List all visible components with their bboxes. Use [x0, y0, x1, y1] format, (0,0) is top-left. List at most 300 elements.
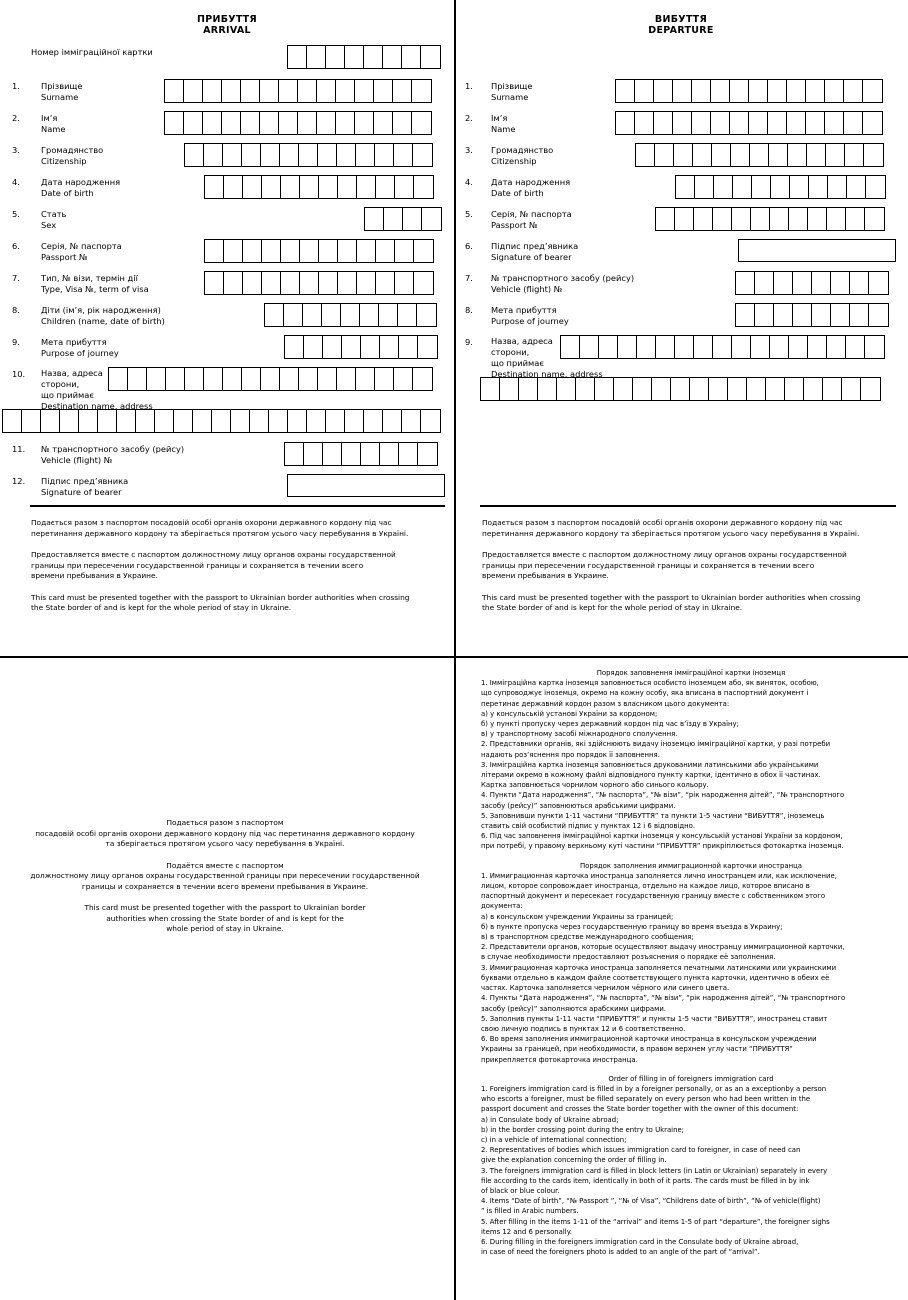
- char-cell[interactable]: [733, 176, 752, 198]
- signature-field[interactable]: [738, 239, 896, 262]
- field-boxes[interactable]: [615, 79, 883, 103]
- char-cell[interactable]: [690, 378, 709, 400]
- char-cell[interactable]: [655, 144, 674, 166]
- char-cell[interactable]: [355, 112, 374, 134]
- char-cell[interactable]: [850, 272, 869, 294]
- char-cell[interactable]: [747, 378, 766, 400]
- char-cell[interactable]: [402, 46, 421, 68]
- char-cell[interactable]: [384, 208, 403, 230]
- char-cell[interactable]: [789, 336, 808, 358]
- char-cell[interactable]: [656, 336, 675, 358]
- char-cell[interactable]: [826, 144, 845, 166]
- char-cell[interactable]: [203, 112, 222, 134]
- char-cell[interactable]: [825, 80, 844, 102]
- char-cell[interactable]: [728, 378, 747, 400]
- field-boxes[interactable]: [204, 175, 434, 199]
- char-cell[interactable]: [205, 240, 224, 262]
- char-cell[interactable]: [279, 112, 298, 134]
- char-cell[interactable]: [827, 208, 846, 230]
- char-cell[interactable]: [806, 112, 825, 134]
- char-cell[interactable]: [155, 410, 174, 432]
- char-cell[interactable]: [261, 144, 280, 166]
- char-cell[interactable]: [117, 410, 136, 432]
- char-cell[interactable]: [831, 304, 850, 326]
- field-boxes[interactable]: [204, 271, 434, 295]
- char-cell[interactable]: [79, 410, 98, 432]
- char-cell[interactable]: [413, 144, 432, 166]
- char-cell[interactable]: [288, 410, 307, 432]
- char-cell[interactable]: [224, 176, 243, 198]
- char-cell[interactable]: [842, 378, 861, 400]
- char-cell[interactable]: [303, 304, 322, 326]
- char-cell[interactable]: [770, 336, 789, 358]
- char-cell[interactable]: [205, 272, 224, 294]
- char-cell[interactable]: [341, 304, 360, 326]
- char-cell[interactable]: [212, 410, 231, 432]
- char-cell[interactable]: [861, 378, 880, 400]
- char-cell[interactable]: [732, 336, 751, 358]
- char-cell[interactable]: [714, 176, 733, 198]
- char-cell[interactable]: [711, 112, 730, 134]
- char-cell[interactable]: [421, 46, 440, 68]
- char-cell[interactable]: [222, 80, 241, 102]
- destination-boxes-row1[interactable]: [108, 367, 433, 391]
- char-cell[interactable]: [770, 208, 789, 230]
- char-cell[interactable]: [204, 368, 223, 390]
- destination-boxes-row2[interactable]: [480, 377, 881, 401]
- field-boxes[interactable]: [735, 303, 889, 327]
- char-cell[interactable]: [243, 272, 262, 294]
- char-cell[interactable]: [243, 240, 262, 262]
- char-cell[interactable]: [41, 410, 60, 432]
- char-cell[interactable]: [731, 144, 750, 166]
- char-cell[interactable]: [866, 176, 885, 198]
- char-cell[interactable]: [656, 208, 675, 230]
- char-cell[interactable]: [265, 304, 284, 326]
- char-cell[interactable]: [412, 80, 431, 102]
- char-cell[interactable]: [671, 378, 690, 400]
- char-cell[interactable]: [846, 208, 865, 230]
- char-cell[interactable]: [300, 240, 319, 262]
- char-cell[interactable]: [375, 144, 394, 166]
- char-cell[interactable]: [635, 80, 654, 102]
- field-boxes[interactable]: [284, 442, 438, 466]
- char-cell[interactable]: [98, 410, 117, 432]
- char-cell[interactable]: [674, 144, 693, 166]
- char-cell[interactable]: [326, 46, 345, 68]
- field-boxes[interactable]: [655, 207, 885, 231]
- char-cell[interactable]: [285, 443, 304, 465]
- char-cell[interactable]: [808, 336, 827, 358]
- char-cell[interactable]: [676, 176, 695, 198]
- char-cell[interactable]: [865, 336, 884, 358]
- char-cell[interactable]: [60, 410, 79, 432]
- char-cell[interactable]: [319, 240, 338, 262]
- char-cell[interactable]: [338, 272, 357, 294]
- char-cell[interactable]: [713, 336, 732, 358]
- char-cell[interactable]: [262, 176, 281, 198]
- char-cell[interactable]: [395, 272, 414, 294]
- char-cell[interactable]: [771, 176, 790, 198]
- char-cell[interactable]: [847, 176, 866, 198]
- field-boxes[interactable]: [204, 239, 434, 263]
- char-cell[interactable]: [223, 144, 242, 166]
- char-cell[interactable]: [262, 240, 281, 262]
- destination-boxes-row2[interactable]: [2, 409, 441, 433]
- char-cell[interactable]: [242, 368, 261, 390]
- char-cell[interactable]: [224, 240, 243, 262]
- char-cell[interactable]: [393, 80, 412, 102]
- char-cell[interactable]: [673, 80, 692, 102]
- char-cell[interactable]: [279, 80, 298, 102]
- char-cell[interactable]: [383, 410, 402, 432]
- char-cell[interactable]: [694, 208, 713, 230]
- char-cell[interactable]: [374, 112, 393, 134]
- char-cell[interactable]: [414, 176, 433, 198]
- char-cell[interactable]: [222, 112, 241, 134]
- field-boxes[interactable]: [635, 143, 884, 167]
- char-cell[interactable]: [285, 336, 304, 358]
- char-cell[interactable]: [338, 176, 357, 198]
- instruction-line: свою личную подпись в пунктах 12 и 6 соответственно.: [481, 1024, 686, 1033]
- char-cell[interactable]: [412, 112, 431, 134]
- char-cell[interactable]: [280, 144, 299, 166]
- char-cell[interactable]: [394, 368, 413, 390]
- char-cell[interactable]: [850, 304, 869, 326]
- char-cell[interactable]: [787, 112, 806, 134]
- char-cell[interactable]: [751, 336, 770, 358]
- char-cell[interactable]: [356, 144, 375, 166]
- char-cell[interactable]: [561, 336, 580, 358]
- char-cell[interactable]: [769, 144, 788, 166]
- char-cell[interactable]: [336, 80, 355, 102]
- char-cell[interactable]: [298, 80, 317, 102]
- char-cell[interactable]: [807, 144, 826, 166]
- char-cell[interactable]: [300, 176, 319, 198]
- char-cell[interactable]: [403, 208, 422, 230]
- char-cell[interactable]: [864, 144, 883, 166]
- char-cell[interactable]: [863, 80, 882, 102]
- char-cell[interactable]: [281, 272, 300, 294]
- char-cell[interactable]: [280, 368, 299, 390]
- field-boxes[interactable]: [164, 111, 432, 135]
- char-cell[interactable]: [736, 304, 755, 326]
- char-cell[interactable]: [749, 112, 768, 134]
- char-cell[interactable]: [185, 144, 204, 166]
- char-cell[interactable]: [825, 112, 844, 134]
- char-cell[interactable]: [576, 378, 595, 400]
- char-cell[interactable]: [790, 176, 809, 198]
- char-cell[interactable]: [193, 410, 212, 432]
- char-cell[interactable]: [654, 80, 673, 102]
- char-cell[interactable]: [380, 336, 399, 358]
- char-cell[interactable]: [323, 336, 342, 358]
- char-cell[interactable]: [750, 144, 769, 166]
- card-number-boxes[interactable]: [287, 45, 441, 69]
- char-cell[interactable]: [399, 336, 418, 358]
- char-cell[interactable]: [618, 336, 637, 358]
- char-cell[interactable]: [846, 336, 865, 358]
- char-cell[interactable]: [364, 410, 383, 432]
- char-cell[interactable]: [804, 378, 823, 400]
- char-cell[interactable]: [307, 410, 326, 432]
- char-cell[interactable]: [260, 112, 279, 134]
- char-cell[interactable]: [637, 336, 656, 358]
- field-boxes[interactable]: [735, 271, 889, 295]
- char-cell[interactable]: [205, 176, 224, 198]
- char-cell[interactable]: [713, 208, 732, 230]
- char-cell[interactable]: [393, 112, 412, 134]
- char-cell[interactable]: [730, 80, 749, 102]
- char-cell[interactable]: [342, 443, 361, 465]
- char-cell[interactable]: [365, 208, 384, 230]
- char-cell[interactable]: [299, 144, 318, 166]
- char-cell[interactable]: [599, 336, 618, 358]
- char-cell[interactable]: [768, 112, 787, 134]
- char-cell[interactable]: [376, 272, 395, 294]
- char-cell[interactable]: [204, 144, 223, 166]
- char-cell[interactable]: [633, 378, 652, 400]
- char-cell[interactable]: [376, 176, 395, 198]
- char-cell[interactable]: [281, 240, 300, 262]
- char-cell[interactable]: [595, 378, 614, 400]
- char-cell[interactable]: [380, 443, 399, 465]
- char-cell[interactable]: [751, 208, 770, 230]
- char-cell[interactable]: [755, 272, 774, 294]
- field-boxes[interactable]: [615, 111, 883, 135]
- char-cell[interactable]: [184, 80, 203, 102]
- char-cell[interactable]: [399, 443, 418, 465]
- char-cell[interactable]: [616, 112, 635, 134]
- char-cell[interactable]: [766, 378, 785, 400]
- char-cell[interactable]: [692, 80, 711, 102]
- char-cell[interactable]: [166, 368, 185, 390]
- char-cell[interactable]: [379, 304, 398, 326]
- char-cell[interactable]: [831, 272, 850, 294]
- char-cell[interactable]: [844, 112, 863, 134]
- char-cell[interactable]: [695, 176, 714, 198]
- char-cell[interactable]: [675, 208, 694, 230]
- char-cell[interactable]: [288, 46, 307, 68]
- char-cell[interactable]: [22, 410, 41, 432]
- char-cell[interactable]: [338, 240, 357, 262]
- char-cell[interactable]: [241, 80, 260, 102]
- char-cell[interactable]: [361, 336, 380, 358]
- char-cell[interactable]: [319, 176, 338, 198]
- char-cell[interactable]: [827, 336, 846, 358]
- char-cell[interactable]: [481, 378, 500, 400]
- char-cell[interactable]: [654, 112, 673, 134]
- char-cell[interactable]: [304, 443, 323, 465]
- char-cell[interactable]: [709, 378, 728, 400]
- char-cell[interactable]: [394, 144, 413, 166]
- char-cell[interactable]: [322, 304, 341, 326]
- char-cell[interactable]: [402, 410, 421, 432]
- char-cell[interactable]: [261, 368, 280, 390]
- char-cell[interactable]: [413, 368, 432, 390]
- char-cell[interactable]: [789, 208, 808, 230]
- char-cell[interactable]: [269, 410, 288, 432]
- char-cell[interactable]: [652, 378, 671, 400]
- char-cell[interactable]: [318, 144, 337, 166]
- char-cell[interactable]: [673, 112, 692, 134]
- char-cell[interactable]: [262, 272, 281, 294]
- char-cell[interactable]: [304, 336, 323, 358]
- char-cell[interactable]: [712, 144, 731, 166]
- char-cell[interactable]: [398, 304, 417, 326]
- char-cell[interactable]: [260, 80, 279, 102]
- field-boxes[interactable]: [264, 303, 437, 327]
- char-cell[interactable]: [345, 410, 364, 432]
- char-cell[interactable]: [793, 272, 812, 294]
- char-cell[interactable]: [863, 112, 882, 134]
- char-cell[interactable]: [241, 112, 260, 134]
- char-cell[interactable]: [732, 208, 751, 230]
- char-cell[interactable]: [675, 336, 694, 358]
- char-cell[interactable]: [299, 368, 318, 390]
- char-cell[interactable]: [749, 80, 768, 102]
- char-cell[interactable]: [223, 368, 242, 390]
- char-cell[interactable]: [298, 112, 317, 134]
- char-cell[interactable]: [711, 80, 730, 102]
- char-cell[interactable]: [809, 176, 828, 198]
- field-boxes[interactable]: [284, 335, 438, 359]
- signature-field[interactable]: [287, 474, 445, 497]
- char-cell[interactable]: [203, 80, 222, 102]
- field-boxes[interactable]: [364, 207, 442, 231]
- char-cell[interactable]: [231, 410, 250, 432]
- arrival-separator: [30, 505, 445, 507]
- char-cell[interactable]: [614, 378, 633, 400]
- char-cell[interactable]: [376, 240, 395, 262]
- char-cell[interactable]: [364, 46, 383, 68]
- char-cell[interactable]: [500, 378, 519, 400]
- char-cell[interactable]: [418, 336, 437, 358]
- char-cell[interactable]: [752, 176, 771, 198]
- char-cell[interactable]: [128, 368, 147, 390]
- char-cell[interactable]: [580, 336, 599, 358]
- char-cell[interactable]: [694, 336, 713, 358]
- char-cell[interactable]: [768, 80, 787, 102]
- char-cell[interactable]: [355, 80, 374, 102]
- char-cell[interactable]: [147, 368, 166, 390]
- char-cell[interactable]: [812, 272, 831, 294]
- char-cell[interactable]: [414, 240, 433, 262]
- char-cell[interactable]: [395, 176, 414, 198]
- char-cell[interactable]: [787, 80, 806, 102]
- char-cell[interactable]: [250, 410, 269, 432]
- char-cell[interactable]: [243, 176, 262, 198]
- char-cell[interactable]: [136, 410, 155, 432]
- char-cell[interactable]: [337, 144, 356, 166]
- char-cell[interactable]: [616, 80, 635, 102]
- char-cell[interactable]: [300, 272, 319, 294]
- char-cell[interactable]: [755, 304, 774, 326]
- char-cell[interactable]: [165, 80, 184, 102]
- char-cell[interactable]: [345, 46, 364, 68]
- char-cell[interactable]: [806, 80, 825, 102]
- char-cell[interactable]: [109, 368, 128, 390]
- char-cell[interactable]: [337, 368, 356, 390]
- char-cell[interactable]: [174, 410, 193, 432]
- char-cell[interactable]: [357, 272, 376, 294]
- field-boxes[interactable]: [675, 175, 886, 199]
- char-cell[interactable]: [323, 443, 342, 465]
- destination-boxes-row1[interactable]: [560, 335, 885, 359]
- char-cell[interactable]: [319, 272, 338, 294]
- char-cell[interactable]: [808, 208, 827, 230]
- instructions: [481, 668, 901, 1257]
- field-boxes[interactable]: [184, 143, 433, 167]
- char-cell[interactable]: [383, 46, 402, 68]
- char-cell[interactable]: [360, 304, 379, 326]
- char-cell[interactable]: [357, 240, 376, 262]
- char-cell[interactable]: [375, 368, 394, 390]
- char-cell[interactable]: [869, 272, 888, 294]
- char-cell[interactable]: [326, 410, 345, 432]
- char-cell[interactable]: [788, 144, 807, 166]
- char-cell[interactable]: [184, 112, 203, 134]
- field-boxes[interactable]: [164, 79, 432, 103]
- char-cell[interactable]: [3, 410, 22, 432]
- char-cell[interactable]: [793, 304, 812, 326]
- char-cell[interactable]: [785, 378, 804, 400]
- char-cell[interactable]: [307, 46, 326, 68]
- char-cell[interactable]: [845, 144, 864, 166]
- char-cell[interactable]: [317, 112, 336, 134]
- char-cell[interactable]: [242, 144, 261, 166]
- char-cell[interactable]: [356, 368, 375, 390]
- field-label-en: Passport №: [491, 220, 538, 230]
- char-cell[interactable]: [395, 240, 414, 262]
- char-cell[interactable]: [281, 176, 300, 198]
- char-cell[interactable]: [869, 304, 888, 326]
- char-cell[interactable]: [635, 112, 654, 134]
- char-cell[interactable]: [185, 368, 204, 390]
- char-cell[interactable]: [317, 80, 336, 102]
- char-cell[interactable]: [812, 304, 831, 326]
- char-cell[interactable]: [557, 378, 576, 400]
- char-cell[interactable]: [538, 378, 557, 400]
- char-cell[interactable]: [636, 144, 655, 166]
- char-cell[interactable]: [823, 378, 842, 400]
- char-cell[interactable]: [418, 443, 437, 465]
- char-cell[interactable]: [374, 80, 393, 102]
- char-cell[interactable]: [417, 304, 436, 326]
- char-cell[interactable]: [357, 176, 376, 198]
- char-cell[interactable]: [422, 208, 441, 230]
- char-cell[interactable]: [692, 112, 711, 134]
- char-cell[interactable]: [318, 368, 337, 390]
- char-cell[interactable]: [165, 112, 184, 134]
- char-cell[interactable]: [844, 80, 863, 102]
- char-cell[interactable]: [730, 112, 749, 134]
- char-cell[interactable]: [774, 304, 793, 326]
- char-cell[interactable]: [361, 443, 380, 465]
- char-cell[interactable]: [693, 144, 712, 166]
- char-cell[interactable]: [828, 176, 847, 198]
- char-cell[interactable]: [865, 208, 884, 230]
- char-cell[interactable]: [736, 272, 755, 294]
- char-cell[interactable]: [414, 272, 433, 294]
- char-cell[interactable]: [224, 272, 243, 294]
- char-cell[interactable]: [774, 272, 793, 294]
- char-cell[interactable]: [519, 378, 538, 400]
- char-cell[interactable]: [284, 304, 303, 326]
- char-cell[interactable]: [421, 410, 440, 432]
- char-cell[interactable]: [336, 112, 355, 134]
- char-cell[interactable]: [342, 336, 361, 358]
